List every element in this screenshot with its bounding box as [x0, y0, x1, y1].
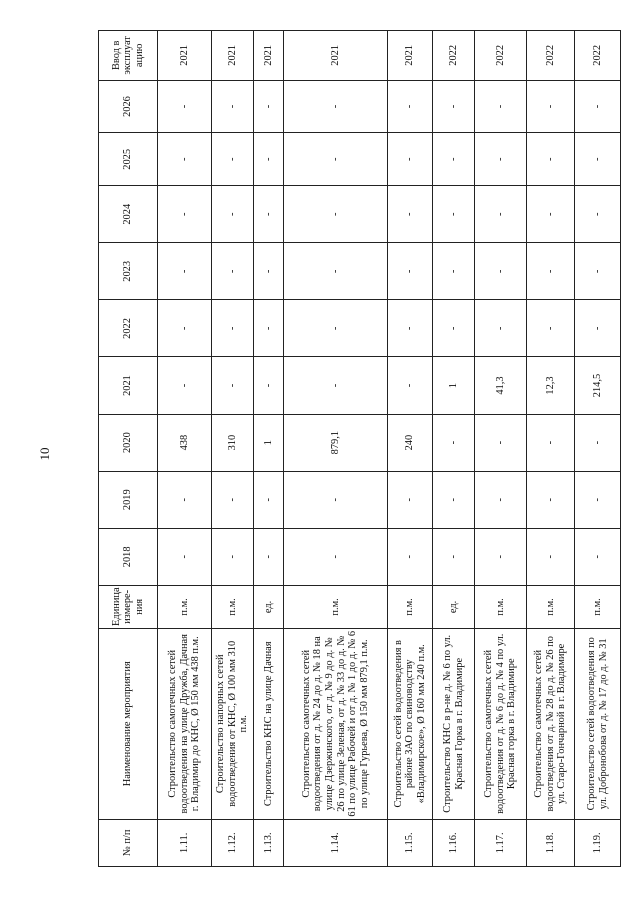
year-value-cell: -	[212, 243, 254, 300]
year-value-cell: -	[475, 133, 527, 186]
year-value-cell: 41,3	[475, 357, 527, 414]
table-row	[158, 31, 212, 867]
year-value-cell: -	[433, 471, 475, 528]
year-value-cell: -	[475, 471, 527, 528]
year-value-cell: -	[575, 80, 621, 133]
measures-table	[98, 30, 621, 867]
row-number: 1.16.	[433, 819, 475, 866]
year-value-cell: -	[575, 133, 621, 186]
unit-cell: п.м.	[575, 585, 621, 628]
unit-cell: п.м.	[212, 585, 254, 628]
year-value-cell: -	[388, 186, 433, 243]
measure-name: Строительство сетей водоотведения в районе ЗАО по свиноводству «Владимирское», Ø 160 мм 240 п.м.	[388, 628, 433, 819]
year-value-cell: 214,5	[575, 357, 621, 414]
table-body	[158, 31, 621, 867]
commission-year: 2022	[575, 31, 621, 81]
year-value-cell: -	[212, 528, 254, 585]
commission-year: 2022	[433, 31, 475, 81]
year-value-cell: -	[433, 414, 475, 471]
table-row	[475, 31, 527, 867]
year-value-cell: -	[284, 243, 388, 300]
year-value-cell: -	[158, 357, 212, 414]
year-value-cell: -	[527, 243, 575, 300]
table-row	[388, 31, 433, 867]
unit-cell: ед.	[254, 585, 284, 628]
row-number: 1.14.	[284, 819, 388, 866]
year-value-cell: -	[388, 528, 433, 585]
year-value-cell: -	[388, 471, 433, 528]
year-value-cell: -	[254, 186, 284, 243]
year-value-cell: -	[158, 243, 212, 300]
commission-year: 2021	[158, 31, 212, 81]
unit-cell: п.м.	[527, 585, 575, 628]
year-value-cell: -	[527, 80, 575, 133]
year-value-cell: -	[158, 80, 212, 133]
header-unit: Единица измере-ния	[99, 585, 158, 628]
year-value-cell: -	[284, 80, 388, 133]
year-value-cell: 12,3	[527, 357, 575, 414]
header-year: 2021	[99, 357, 158, 414]
year-value-cell: -	[254, 300, 284, 357]
rotated-table-container	[98, 30, 610, 867]
year-value-cell: -	[388, 300, 433, 357]
year-value-cell: -	[575, 243, 621, 300]
year-value-cell: -	[433, 80, 475, 133]
row-number: 1.18.	[527, 819, 575, 866]
measure-name: Строительство самотечных сетей водоотведения от д. № 24 до д. № 18 на улице Дзержинского, от д. № 9 до д. № 26 по улице Зеленая, от д. № 33 до д. № 61 по улице Рабочей и от д. № 1 до д. № 6 по улице Гурьева, Ø 150 мм 879,1 п.м.	[284, 628, 388, 819]
header-commission: Ввод в эксплуат ацию	[99, 31, 158, 81]
unit-cell: п.м.	[284, 585, 388, 628]
year-value-cell: -	[433, 243, 475, 300]
year-value-cell: -	[212, 471, 254, 528]
header-year: 2022	[99, 300, 158, 357]
year-value-cell: -	[527, 528, 575, 585]
year-value-cell: -	[158, 528, 212, 585]
year-value-cell: 1	[433, 357, 475, 414]
header-num: № п/п	[99, 819, 158, 866]
header-row	[99, 31, 158, 867]
table-row	[575, 31, 621, 867]
year-value-cell: -	[158, 133, 212, 186]
year-value-cell: -	[284, 471, 388, 528]
year-value-cell: -	[433, 186, 475, 243]
measure-name: Строительство самотечных сетей водоотведения на улице Дружба, Дачная г. Владимир до КНС, Ø 150 мм 438 п.м.	[158, 628, 212, 819]
measure-name: Строительство сетей водоотведения по ул. Добронобова от д. № 17 до д. № 31	[575, 628, 621, 819]
year-value-cell: -	[475, 243, 527, 300]
year-value-cell: -	[254, 357, 284, 414]
year-value-cell: -	[527, 133, 575, 186]
year-value-cell: -	[575, 471, 621, 528]
commission-year: 2022	[527, 31, 575, 81]
year-value-cell: -	[254, 528, 284, 585]
year-value-cell: -	[388, 133, 433, 186]
table-row	[254, 31, 284, 867]
commission-year: 2022	[475, 31, 527, 81]
year-value-cell: -	[284, 300, 388, 357]
header-name: Наименование мероприятия	[99, 628, 158, 819]
year-value-cell: 240	[388, 414, 433, 471]
unit-cell: ед.	[433, 585, 475, 628]
page-number: 10	[37, 447, 52, 461]
commission-year: 2021	[388, 31, 433, 81]
year-value-cell: -	[212, 80, 254, 133]
header-year: 2020	[99, 414, 158, 471]
year-value-cell: -	[158, 186, 212, 243]
header-year: 2026	[99, 80, 158, 133]
year-value-cell: -	[433, 528, 475, 585]
unit-cell: п.м.	[158, 585, 212, 628]
measure-name: Строительство напорных сетей водоотведения от КНС, Ø 100 мм 310 п.м.	[212, 628, 254, 819]
year-value-cell: -	[475, 80, 527, 133]
table-header	[99, 31, 158, 867]
header-year: 2018	[99, 528, 158, 585]
year-value-cell: -	[527, 414, 575, 471]
year-value-cell: -	[575, 414, 621, 471]
table-row	[212, 31, 254, 867]
measure-name: Строительство самотечных сетей водоотведения от д. № 28 до д. № 26 по ул. Старо-Гончарной в г. Владимире	[527, 628, 575, 819]
year-value-cell: -	[284, 528, 388, 585]
unit-cell: п.м.	[475, 585, 527, 628]
year-value-cell: -	[388, 357, 433, 414]
year-value-cell: -	[475, 300, 527, 357]
commission-year: 2021	[254, 31, 284, 81]
year-value-cell: -	[433, 300, 475, 357]
table-row	[284, 31, 388, 867]
year-value-cell: -	[388, 80, 433, 133]
year-value-cell: -	[284, 186, 388, 243]
measure-name: Строительство КНС в р-не д. № 6 по ул. Красная Горка в г. Владимире	[433, 628, 475, 819]
row-number: 1.15.	[388, 819, 433, 866]
year-value-cell: -	[527, 300, 575, 357]
year-value-cell: -	[212, 133, 254, 186]
year-value-cell: -	[284, 357, 388, 414]
commission-year: 2021	[284, 31, 388, 81]
year-value-cell: 1	[254, 414, 284, 471]
unit-cell: п.м.	[388, 585, 433, 628]
year-value-cell: 438	[158, 414, 212, 471]
measure-name: Строительство КНС на улице Дачная	[254, 628, 284, 819]
header-year: 2019	[99, 471, 158, 528]
year-value-cell: -	[433, 133, 475, 186]
year-value-cell: -	[254, 471, 284, 528]
row-number: 1.13.	[254, 819, 284, 866]
year-value-cell: -	[475, 528, 527, 585]
measure-name: Строительство самотечных сетей водоотведения от д. № 6 до д. № 4 по ул. Красная горка в г. Владимире	[475, 628, 527, 819]
header-year: 2025	[99, 133, 158, 186]
year-value-cell: -	[527, 471, 575, 528]
year-value-cell: -	[158, 300, 212, 357]
row-number: 1.12.	[212, 819, 254, 866]
year-value-cell: -	[575, 300, 621, 357]
year-value-cell: 310	[212, 414, 254, 471]
table-row	[527, 31, 575, 867]
row-number: 1.11.	[158, 819, 212, 866]
row-number: 1.17.	[475, 819, 527, 866]
year-value-cell: -	[284, 133, 388, 186]
year-value-cell: -	[212, 186, 254, 243]
row-number: 1.19.	[575, 819, 621, 866]
table-row	[433, 31, 475, 867]
year-value-cell: -	[475, 186, 527, 243]
year-value-cell: -	[475, 414, 527, 471]
year-value-cell: -	[575, 528, 621, 585]
commission-year: 2021	[212, 31, 254, 81]
year-value-cell: 879,1	[284, 414, 388, 471]
year-value-cell: -	[254, 133, 284, 186]
year-value-cell: -	[575, 186, 621, 243]
year-value-cell: -	[527, 186, 575, 243]
header-year: 2024	[99, 186, 158, 243]
year-value-cell: -	[212, 357, 254, 414]
year-value-cell: -	[212, 300, 254, 357]
year-value-cell: -	[254, 80, 284, 133]
year-value-cell: -	[158, 471, 212, 528]
year-value-cell: -	[254, 243, 284, 300]
header-year: 2023	[99, 243, 158, 300]
year-value-cell: -	[388, 243, 433, 300]
